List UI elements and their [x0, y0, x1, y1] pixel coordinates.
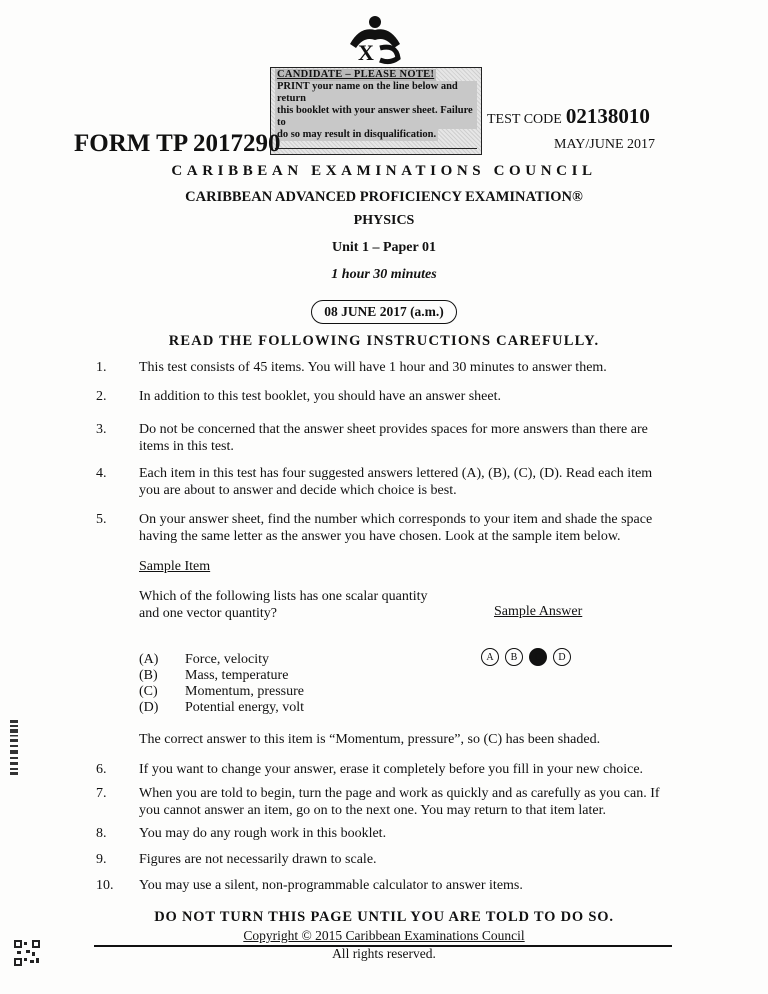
form-number: FORM TP 2017290 — [74, 130, 281, 157]
notice-title: CANDIDATE – PLEASE NOTE! — [277, 69, 435, 80]
unit-paper: Unit 1 – Paper 01 — [332, 240, 436, 255]
qr-code — [14, 940, 40, 966]
option-letter: (A) — [139, 652, 159, 667]
option-text: Momentum, pressure — [185, 684, 304, 699]
exam-session: MAY/JUNE 2017 — [554, 137, 655, 152]
answer-bubble-d[interactable]: D — [553, 648, 571, 666]
instruction-number: 7. — [96, 786, 107, 801]
cxc-logo — [340, 14, 410, 66]
rights-reserved: All rights reserved. — [332, 946, 436, 961]
candidate-notice-box — [270, 67, 482, 155]
instruction-text: You may do any rough work in this booklet. — [139, 826, 387, 841]
sample-question: Which of the following lists has one scalar quantity and one vector quantity? — [139, 589, 428, 621]
instruction-number: 5. — [96, 512, 107, 527]
instruction-number: 10. — [96, 878, 114, 893]
option-letter: (C) — [139, 684, 158, 699]
answer-bubble-a[interactable]: A — [481, 648, 499, 666]
sample-answer-bubbles — [481, 648, 571, 666]
option-letter: (D) — [139, 700, 159, 715]
instruction-number: 3. — [96, 422, 107, 437]
council-name: CARIBBEAN EXAMINATIONS COUNCIL — [171, 163, 597, 179]
sample-explanation: The correct answer to this item is “Momentum, pressure”, so (C) has been shaded. — [139, 732, 601, 747]
instruction-number: 6. — [96, 762, 107, 777]
svg-text:X: X — [358, 40, 374, 65]
subject-title: PHYSICS — [353, 213, 415, 228]
exam-date: 08 JUNE 2017 (a.m.) — [311, 300, 457, 324]
option-text: Potential energy, volt — [185, 700, 304, 715]
sample-option — [139, 667, 288, 684]
answer-bubble-c-shaded[interactable]: C — [529, 648, 547, 666]
instruction-text: This test consists of 45 items. You will have 1 hour and 30 minutes to answer them. — [139, 360, 607, 375]
instruction-text: Do not be concerned that the answer sheet provides spaces for more answers than there are items in this test. — [139, 422, 648, 454]
instruction-number: 9. — [96, 852, 107, 867]
instruction-number: 8. — [96, 826, 107, 841]
instructions-heading: READ THE FOLLOWING INSTRUCTIONS CAREFULLY. — [168, 333, 600, 349]
option-text: Mass, temperature — [185, 668, 289, 683]
sample-option — [139, 651, 269, 668]
instruction-text: Each item in this test has four suggested answers lettered (A), (B), (C), (D). Read each item you are about to answer and decide which choice is best. — [139, 466, 653, 498]
sample-option — [139, 683, 304, 700]
notice-line: do so may result in disqualification. — [277, 129, 437, 140]
do-not-turn-warning: DO NOT TURN THIS PAGE UNTIL YOU ARE TOLD TO DO SO. — [154, 909, 614, 925]
instruction-text: Figures are not necessarily drawn to scale. — [139, 852, 377, 867]
notice-line: this booklet with your answer sheet. Failure to — [275, 105, 477, 129]
instruction-text: When you are told to begin, turn the page and work as quickly and as carefully as you can. If you cannot answer an item, go on to the next one. You may return to that item later. — [139, 786, 660, 818]
notice-line: PRINT your name on the line below and return — [275, 81, 477, 105]
side-barcode — [10, 720, 18, 775]
sample-item-heading: Sample Item — [139, 559, 211, 574]
duration: 1 hour 30 minutes — [331, 267, 437, 282]
instruction-number: 4. — [96, 466, 107, 481]
test-code — [487, 104, 650, 129]
instruction-text: You may use a silent, non-programmable calculator to answer items. — [139, 878, 523, 893]
exam-name: CARIBBEAN ADVANCED PROFICIENCY EXAMINATION® — [185, 189, 583, 205]
option-text: Force, velocity — [185, 652, 269, 667]
test-code-label: TEST CODE — [487, 112, 562, 127]
sample-answer-heading: Sample Answer — [494, 604, 583, 619]
copyright-notice: Copyright © 2015 Caribbean Examinations Council — [243, 928, 525, 943]
instruction-number: 1. — [96, 360, 107, 375]
instruction-text: In addition to this test booklet, you should have an answer sheet. — [139, 389, 501, 404]
test-code-number: 02138010 — [565, 104, 650, 128]
instruction-text: On your answer sheet, find the number which corresponds to your item and shade the space having the same letter as the answer you have chosen. Look at the sample item below. — [139, 512, 653, 544]
instruction-number: 2. — [96, 389, 107, 404]
option-letter: (B) — [139, 668, 158, 683]
date-container — [0, 300, 768, 324]
sample-option — [139, 699, 304, 716]
answer-bubble-b[interactable]: B — [505, 648, 523, 666]
candidate-name-line[interactable] — [275, 148, 477, 149]
instruction-text: If you want to change your answer, erase it completely before you fill in your new choice. — [139, 762, 644, 777]
